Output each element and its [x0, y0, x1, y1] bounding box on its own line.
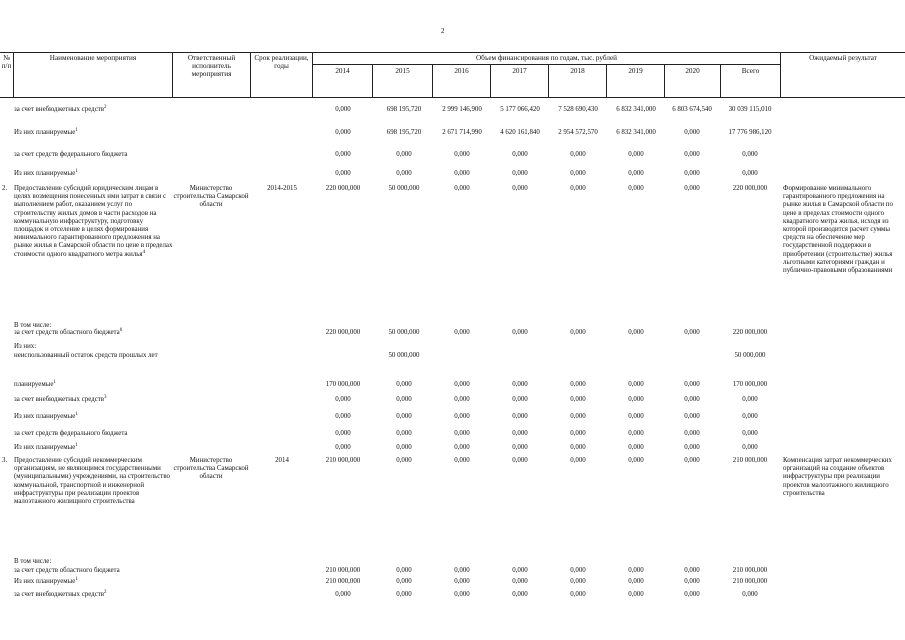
row-value: 0,000: [684, 578, 700, 585]
row-value: 0,000: [454, 396, 470, 403]
row-value: 0,000: [396, 591, 412, 598]
row-value: 0,000: [628, 381, 644, 388]
row-value: 0,000: [628, 396, 644, 403]
row-description: Из них планируемые$^1$: [14, 128, 78, 136]
row-value: 0,000: [512, 457, 528, 464]
row-value: 0,000: [742, 591, 758, 598]
header-executor: Ответственный исполнитель мероприятия: [187, 54, 236, 78]
header-year: 2016: [454, 67, 469, 75]
row-value: 0,000: [570, 444, 586, 451]
row-number: 2.: [2, 185, 8, 192]
row-value: 0,000: [512, 413, 528, 420]
row-executor: Министерство строительства Самарской области: [173, 457, 249, 481]
row-value: 0,000: [335, 170, 351, 177]
footnote-mark: 2: [104, 105, 107, 110]
row-value: 0,000: [570, 578, 586, 585]
row-value: 0,000: [570, 396, 586, 403]
row-value: 0,000: [684, 329, 700, 336]
row-value: 17 776 986,120: [728, 129, 772, 136]
row-value: 0,000: [684, 151, 700, 158]
footnote-mark: 3: [104, 395, 107, 400]
row-value: 0,000: [684, 381, 700, 388]
row-value: 0,000: [454, 413, 470, 420]
row-value: 0,000: [512, 151, 528, 158]
row-value: 0,000: [570, 170, 586, 177]
row-value: 0,000: [396, 430, 412, 437]
row-value: 0,000: [396, 396, 412, 403]
row-value: 0,000: [684, 129, 700, 136]
row-value: 0,000: [742, 170, 758, 177]
row-value: 0,000: [684, 185, 700, 192]
row-value: 210 000,000: [325, 578, 361, 585]
row-value: 0,000: [454, 430, 470, 437]
row-value: 30 039 115,010: [728, 106, 772, 113]
row-value: 0,000: [454, 329, 470, 336]
row-value: 0,000: [512, 444, 528, 451]
row-value: 220 000,000: [325, 329, 361, 336]
footnote-mark: 1: [53, 380, 56, 385]
footnote-mark: 1: [75, 412, 78, 417]
row-value: 0,000: [570, 185, 586, 192]
row-number: 3.: [2, 457, 8, 464]
row-value: 6 832 341,000: [616, 106, 656, 113]
row-value: 210 000,000: [732, 457, 768, 464]
row-value: 210 000,000: [732, 567, 768, 574]
row-value: 0,000: [396, 457, 412, 464]
row-description: Из них планируемые$^1$: [14, 412, 78, 420]
row-value: 0,000: [512, 430, 528, 437]
row-value: 0,000: [512, 396, 528, 403]
row-value: 0,000: [335, 591, 351, 598]
row-description: за счет внебюджетных средств$^2$: [14, 590, 107, 598]
row-value: 6 832 341,000: [616, 129, 656, 136]
row-value: 0,000: [335, 106, 351, 113]
row-value: 0,000: [628, 457, 644, 464]
row-value: 0,000: [742, 151, 758, 158]
row-value: 0,000: [684, 444, 700, 451]
row-value: 0,000: [570, 151, 586, 158]
row-description: за счет средств областного бюджета$^6$: [14, 328, 123, 336]
row-value: 7 528 690,430: [558, 106, 598, 113]
header-year: 2017: [512, 67, 527, 75]
row-value: 0,000: [512, 567, 528, 574]
row-value: 0,000: [684, 457, 700, 464]
row-executor: Министерство строительства Самарской области: [173, 185, 249, 209]
row-value: 0,000: [684, 170, 700, 177]
row-value: 0,000: [628, 185, 644, 192]
row-value: 50 000,000: [388, 185, 420, 192]
row-value: 170 000,000: [732, 381, 768, 388]
row-value: 0,000: [628, 430, 644, 437]
row-value: 220 000,000: [325, 185, 361, 192]
row-value: 0,000: [454, 457, 470, 464]
row-value: 0,000: [628, 170, 644, 177]
row-value: 6 803 674,540: [672, 106, 712, 113]
header-name: Наименование мероприятия: [49, 54, 137, 62]
row-description: Предоставление субсидий юридическим лицам в целях возмещения понесенных ими затрат в связи с выполнением работ, оказанием услуг по строительству жилых домов в части расходов на коммунальную инфраструктуру, подготовку площадок и отселение в целях формирования минимального гарантированного предложения на рынке жилья в Самарской области по цене в пределах стоимости одного квадратного метра жилья$^4$: [14, 185, 173, 258]
row-value: 0,000: [512, 185, 528, 192]
row-value: 170 000,000: [325, 381, 361, 388]
row-value: 698 195,720: [386, 129, 422, 136]
row-value: 50 000,000: [388, 329, 420, 336]
header-term: Срок реализации, годы: [254, 54, 309, 70]
row-value: 0,000: [742, 430, 758, 437]
row-description: за счет внебюджетных средств$^3$: [14, 395, 107, 403]
row-value: 4 620 161,840: [500, 129, 540, 136]
row-term: 2014-2015: [267, 185, 297, 192]
header-result: Ожидаемый результат: [809, 54, 877, 62]
row-value: 0,000: [396, 381, 412, 388]
header-year: 2014: [335, 67, 350, 75]
row-value: 0,000: [512, 329, 528, 336]
row-value: 0,000: [742, 396, 758, 403]
row-term: 2014: [275, 457, 289, 464]
row-result: Компенсация затрат некоммерческих организаций на создание объектов инфраструктуры при реализации проектов малоэтажного жилищного строительства: [783, 457, 892, 497]
row-value: 0,000: [512, 170, 528, 177]
row-value: 0,000: [335, 396, 351, 403]
row-value: 0,000: [454, 170, 470, 177]
row-value: 0,000: [396, 170, 412, 177]
header-year: Всего: [741, 67, 760, 75]
row-value: 0,000: [570, 430, 586, 437]
row-value: 0,000: [570, 567, 586, 574]
row-description: планируемые$^1$: [14, 380, 56, 388]
row-value: 50 000,000: [734, 352, 766, 359]
row-value: 0,000: [684, 413, 700, 420]
row-description: В том числе:: [14, 322, 52, 329]
header-funding: Объем финансирования по годам, тыс. рублей: [475, 54, 618, 62]
footnote-mark: 1: [75, 577, 78, 582]
row-description: Из них планируемые$^1$: [14, 577, 78, 585]
footnote-mark: 1: [75, 169, 78, 174]
header-year: 2020: [685, 67, 700, 75]
row-value: 2 999 146,900: [442, 106, 482, 113]
row-value: 0,000: [454, 151, 470, 158]
row-value: 0,000: [570, 413, 586, 420]
row-description: за счет внебюджетных средств$^2$: [14, 105, 107, 113]
footnote-mark: 1: [75, 128, 78, 133]
row-description: неиспользованный остаток средств прошлых лет: [14, 352, 158, 359]
row-value: 0,000: [684, 591, 700, 598]
row-value: 0,000: [628, 591, 644, 598]
row-value: 0,000: [396, 413, 412, 420]
row-value: 0,000: [570, 381, 586, 388]
footnote-mark: 2: [104, 590, 107, 595]
header-no: № п/п: [1, 54, 12, 70]
row-value: 220 000,000: [732, 329, 768, 336]
row-value: 0,000: [396, 578, 412, 585]
row-value: 0,000: [684, 567, 700, 574]
row-value: 0,000: [335, 444, 351, 451]
header-year: 2015: [395, 67, 410, 75]
row-description: Предоставление субсидий некоммерческим организациям, не являющимся государственными (муниципальными) учреждениями, на строительство коммунальной, транспортной и инженерной инфраструктуры при реализации проектов малоэтажного жилищного строительства: [14, 457, 170, 506]
header-year: 2018: [570, 67, 585, 75]
row-value: 0,000: [454, 578, 470, 585]
row-value: 5 177 066,420: [500, 106, 540, 113]
row-result: Формирование минимального гарантированного предложения на рынке жилья в Самарской области по цене в пределах стоимости одного квадратного метра жилья, исходя из которой производится расчет суммы средств на обеспечение мер государственной поддержки в приобретении (строительстве) жилья льготными категориями граждан и публично-правовыми образованиями: [783, 185, 893, 275]
row-description: за счет средств федерального бюджета: [14, 151, 128, 158]
row-value: 220 000,000: [732, 185, 768, 192]
row-value: 0,000: [335, 430, 351, 437]
row-value: 0,000: [628, 567, 644, 574]
row-value: 0,000: [570, 457, 586, 464]
row-value: 0,000: [396, 444, 412, 451]
row-value: 0,000: [454, 567, 470, 574]
footnote-mark: 4: [142, 249, 146, 255]
row-value: 0,000: [396, 567, 412, 574]
row-value: 698 195,720: [386, 106, 422, 113]
row-value: 50 000,000: [388, 352, 420, 359]
page-number: 2: [441, 27, 445, 35]
row-description: В том числе:: [14, 558, 52, 565]
row-value: 210 000,000: [325, 457, 361, 464]
row-description: Из них:: [14, 343, 37, 350]
row-value: 0,000: [512, 578, 528, 585]
row-value: 0,000: [454, 381, 470, 388]
row-value: 0,000: [454, 444, 470, 451]
row-value: 0,000: [335, 151, 351, 158]
row-value: 0,000: [512, 381, 528, 388]
row-value: 0,000: [396, 151, 412, 158]
footnote-mark: 1: [75, 443, 78, 448]
row-description: за счет средств областного бюджета: [14, 567, 120, 574]
row-description: Из них планируемые$^1$: [14, 443, 78, 451]
row-value: 0,000: [454, 591, 470, 598]
row-value: 0,000: [684, 430, 700, 437]
row-value: 0,000: [628, 578, 644, 585]
row-value: 0,000: [512, 591, 528, 598]
header-year: 2019: [628, 67, 643, 75]
row-value: 0,000: [628, 413, 644, 420]
row-value: 0,000: [742, 444, 758, 451]
row-value: 0,000: [335, 129, 351, 136]
row-value: 0,000: [628, 151, 644, 158]
row-value: 0,000: [742, 413, 758, 420]
row-value: 210 000,000: [732, 578, 768, 585]
row-value: 2 671 714,990: [442, 129, 482, 136]
row-description: Из них планируемые$^1$: [14, 169, 78, 177]
row-value: 0,000: [454, 185, 470, 192]
row-value: 0,000: [335, 413, 351, 420]
footnote-mark: 6: [119, 328, 123, 333]
row-description: за счет средств федерального бюджета: [14, 430, 128, 437]
row-value: 210 000,000: [325, 567, 361, 574]
row-value: 2 954 572,570: [558, 129, 598, 136]
row-value: 0,000: [684, 396, 700, 403]
row-value: 0,000: [628, 329, 644, 336]
row-value: 0,000: [570, 329, 586, 336]
row-value: 0,000: [628, 444, 644, 451]
row-value: 0,000: [570, 591, 586, 598]
